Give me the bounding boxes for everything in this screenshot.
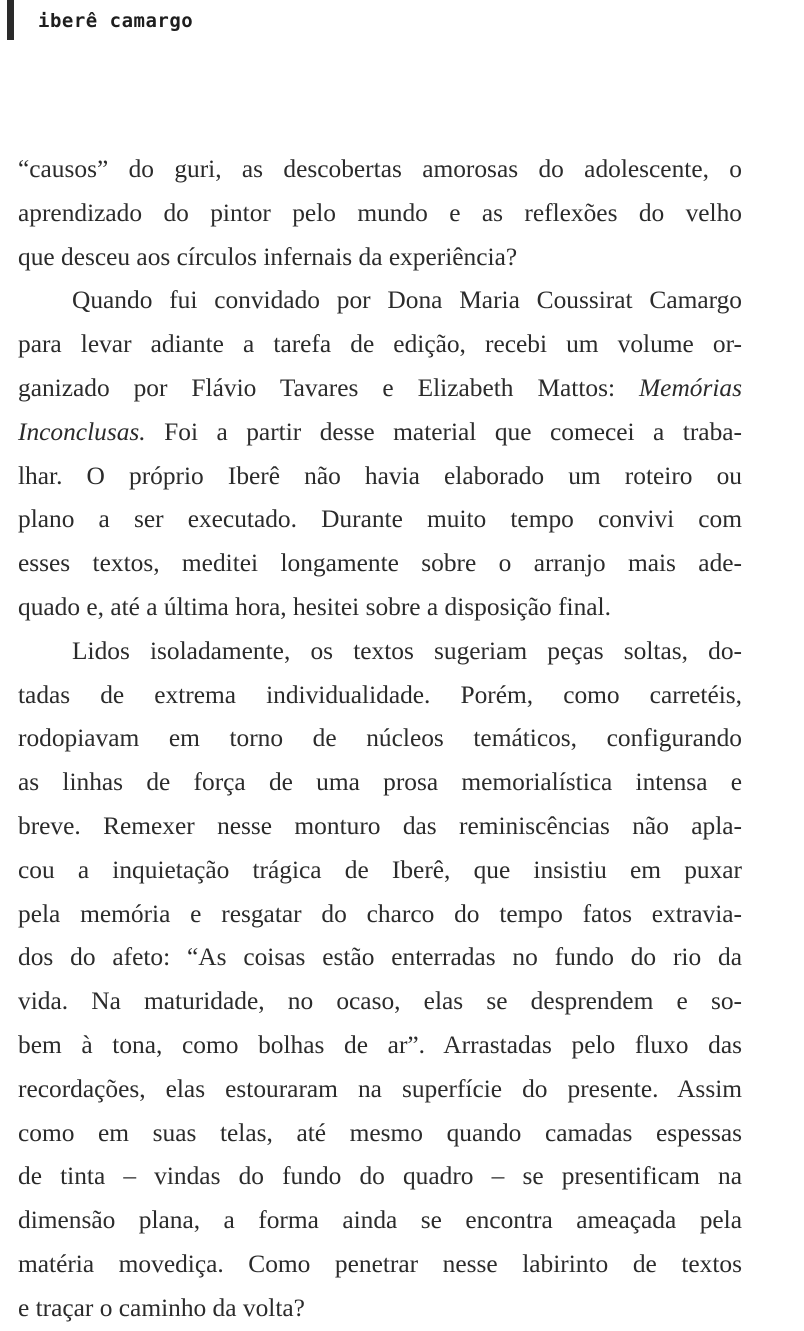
text-line: dos do afeto: “As coisas estão enterradas no fundo do rio da [18,943,742,972]
text-line: breve. Remexer nesse monturo das reminiscências não apla- [18,811,742,840]
text-line: que desceu aos círculos infernais da experiência? [18,242,518,271]
book-title-italic: Inconclusas. [18,417,146,446]
text-line: cou a inquietação trágica de Iberê, que insistiu em puxar [18,855,742,884]
text-line: como em suas telas, até mesmo quando camadas espessas [18,1118,742,1147]
text-line: bem à tona, como bolhas de ar”. Arrastadas pelo fluxo das [18,1030,742,1059]
text-line: Lidos isoladamente, os textos sugeriam peças soltas, do- [72,636,742,665]
text-run: Foi a partir desse material que comecei a traba- [145,417,742,446]
text-line: quado e, até a última hora, hesitei sobre a disposição final. [18,592,611,621]
text-line [18,367,742,411]
text-line: aprendizado do pintor pelo mundo e as reflexões do velho [18,198,742,227]
text-line: lhar. O próprio Iberê não havia elaborado um roteiro ou [18,461,742,490]
text-line: e traçar o caminho da volta? [18,1293,305,1322]
header-rule [7,0,14,40]
body-text [18,148,742,1331]
text-line: recordações, elas estouraram na superfície do presente. Assim [18,1074,742,1103]
text-line: as linhas de força de uma prosa memorialística intensa e [18,768,742,797]
book-title-italic: Memórias [639,373,742,402]
text-line: tadas de extrema individualidade. Porém, como carretéis, [18,680,742,709]
text-line: Quando fui convidado por Dona Maria Coussirat Camargo [72,286,742,315]
text-line: “causos” do guri, as descobertas amorosas do adolescente, o [18,155,742,183]
text-line: dimensão plana, a forma ainda se encontra ameaçada pela [18,1206,742,1235]
text-line: rodopiavam em torno de núcleos temáticos, configurando [18,724,742,753]
text-line: vida. Na maturidade, no ocaso, elas se desprendem e so- [18,987,742,1016]
running-head-title: iberê camargo [38,10,194,32]
text-line: pela memória e resgatar do charco do tempo fatos extravia- [18,899,742,928]
text-line: plano a ser executado. Durante muito tempo convivi com [18,505,742,534]
text-line: para levar adiante a tarefa de edição, recebi um volume or- [18,330,742,359]
text-line [18,411,742,455]
text-run: ganizado por Flávio Tavares e Elizabeth Mattos: [18,373,640,402]
text-line: matéria movediça. Como penetrar nesse labirinto de textos [18,1249,742,1278]
text-line: esses textos, meditei longamente sobre o arranjo mais ade- [18,549,742,578]
text-line: de tinta – vindas do fundo do quadro – se presentificam na [18,1162,742,1191]
running-header [0,0,804,44]
